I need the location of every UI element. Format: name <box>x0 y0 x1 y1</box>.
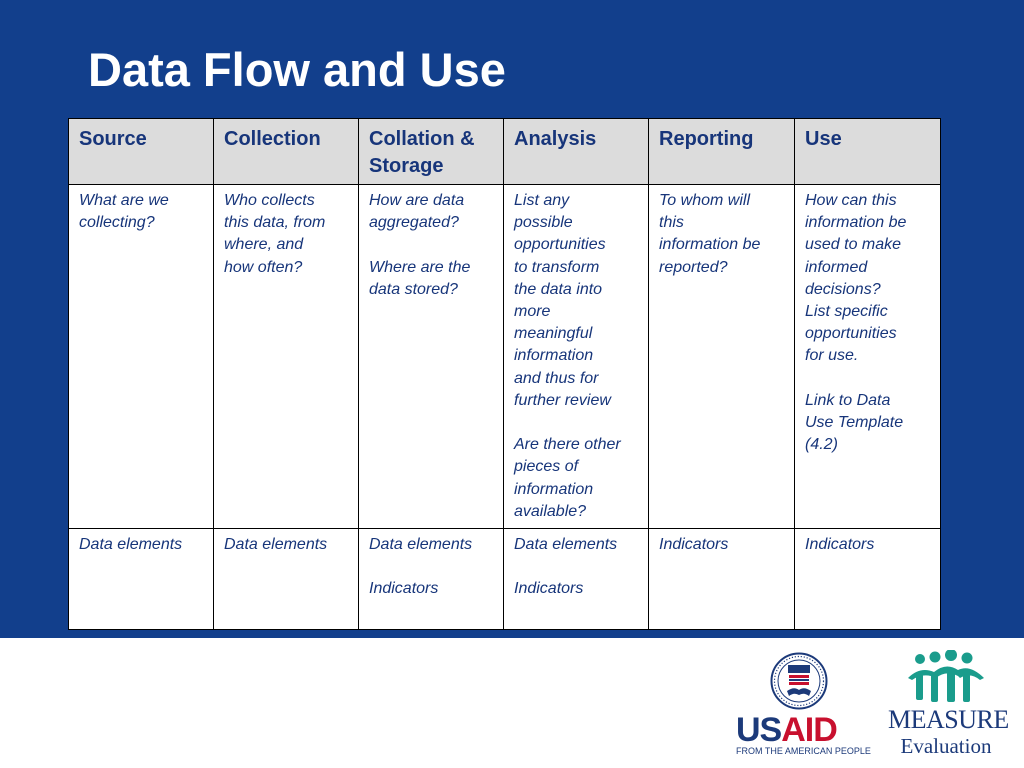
data-flow-table <box>68 118 941 630</box>
table-cell <box>504 529 649 630</box>
header-label: Collation & Storage <box>369 128 475 177</box>
cell-text: Who collects this data, from where, and how often? <box>224 192 326 276</box>
header-label: Reporting <box>659 128 754 150</box>
cell-text: List any possible opportunities to transform the data into more meaningful information and thus for further review Are there other pieces of information available? <box>514 192 621 520</box>
header-label: Collection <box>224 128 321 150</box>
table-cell <box>795 185 941 529</box>
header-cell-source <box>69 119 214 185</box>
header-cell-collection <box>214 119 359 185</box>
cell-text: What are we collecting? <box>79 192 169 232</box>
table-cell <box>214 529 359 630</box>
measure-evaluation-logo <box>884 648 1008 762</box>
table-cell <box>504 185 649 529</box>
table-header-row <box>69 119 941 185</box>
table-cell <box>649 529 795 630</box>
header-cell-analysis <box>504 119 649 185</box>
cell-text: Data elements Indicators <box>514 536 618 598</box>
usaid-tagline: FROM THE AMERICAN PEOPLE <box>736 746 871 756</box>
table-cell <box>359 185 504 529</box>
usaid-wordmark-aid: AID <box>781 711 837 749</box>
table-cell <box>69 529 214 630</box>
table-cell <box>795 529 941 630</box>
cell-text: How can this information be used to make informed decisions? List specific opportunities for use. Link to Data Use Template (4.2) <box>805 192 907 454</box>
usaid-logo <box>732 648 871 762</box>
header-label: Analysis <box>514 128 597 150</box>
cell-text: To whom will this information be reported? <box>659 192 761 276</box>
header-label: Use <box>805 128 842 150</box>
header-cell-collation-storage <box>359 119 504 185</box>
table-cell <box>69 185 214 529</box>
cell-text: Data elements <box>224 536 328 553</box>
header-cell-reporting <box>649 119 795 185</box>
usaid-wordmark <box>736 712 866 748</box>
usaid-seal-icon <box>770 652 828 710</box>
slide-title: Data Flow and Use <box>88 43 506 96</box>
cell-text: Indicators <box>805 536 875 553</box>
usaid-wordmark-us: US <box>736 711 782 749</box>
header-label: Source <box>79 128 147 150</box>
cell-text: How are data aggregated? Where are the data stored? <box>369 192 471 298</box>
table-cell <box>649 185 795 529</box>
table-row-elements <box>69 529 941 630</box>
cell-text: Data elements <box>79 536 183 553</box>
measure-subtitle: Evaluation <box>900 734 992 758</box>
cell-text: Data elements Indicators <box>369 536 473 598</box>
people-figures-icon <box>906 650 986 704</box>
measure-wordmark: MEASURE <box>888 705 1009 734</box>
header-cell-use <box>795 119 941 185</box>
table-row-questions <box>69 185 941 529</box>
table-cell <box>359 529 504 630</box>
table-cell <box>214 185 359 529</box>
cell-text: Indicators <box>659 536 729 553</box>
